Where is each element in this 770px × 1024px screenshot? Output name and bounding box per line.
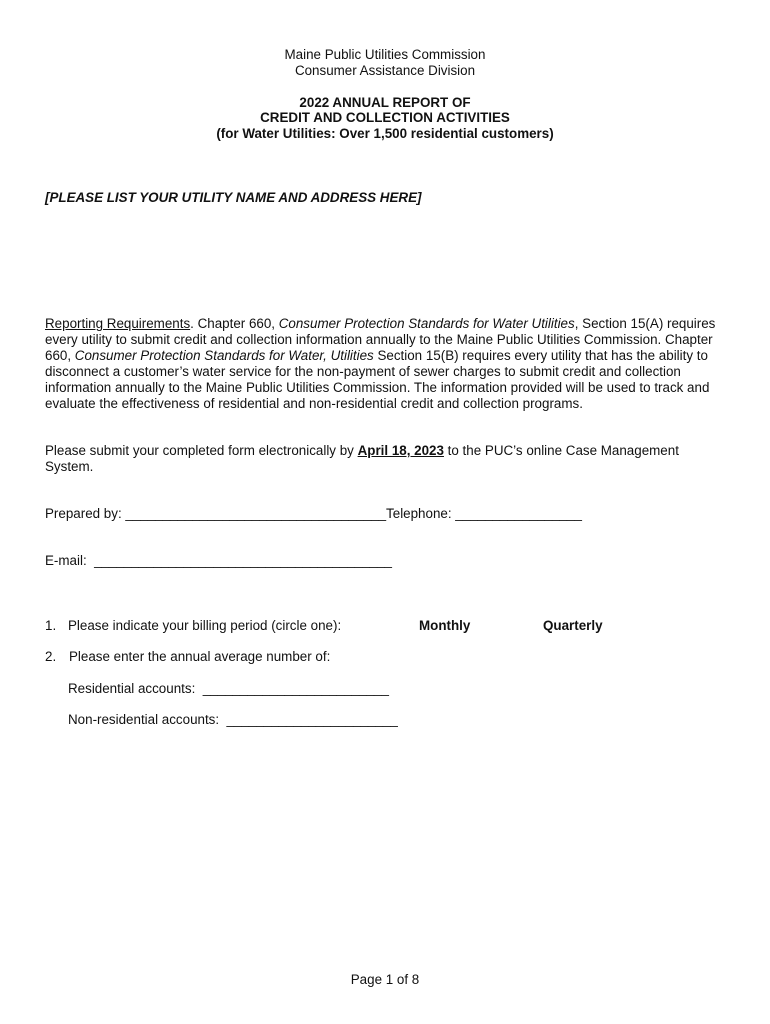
email-field[interactable]: ________________________________________ — [94, 553, 392, 568]
nonresidential-label: Non-residential accounts: — [68, 712, 227, 727]
nonresidential-row — [68, 712, 398, 727]
submit-before: Please submit your completed form electronically by — [45, 443, 358, 458]
report-subtitle: CREDIT AND COLLECTION ACTIVITIES — [260, 110, 510, 125]
reporting-chapter-title-1: Consumer Protection Standards for Water Utilities — [278, 316, 575, 331]
header-org: Maine Public Utilities Commission — [284, 47, 486, 62]
submit-after: to the PUC’s online Case Management System. — [45, 443, 679, 474]
prepared-by-label: Prepared by: — [45, 506, 126, 521]
submit-date: April 18, 2023 — [357, 443, 444, 458]
reporting-heading: Reporting Requirements — [45, 316, 191, 331]
question-1-number: 1. — [45, 618, 57, 633]
report-title: 2022 ANNUAL REPORT OF — [299, 95, 471, 110]
header-division: Consumer Assistance Division — [294, 63, 476, 78]
email-row — [45, 553, 392, 568]
reporting-text-3: Section 15(B) requires every utility that has the ability to disconnect a customer’s water service for the non-payment of sewer charges to submit credit and collection information annually to the Maine Public Utilities Commission. The information provided will be used to track and evaluate the effectiveness of residential and non-residential credit and collection programs. — [45, 348, 710, 411]
reporting-text-1: . Chapter 660, — [190, 316, 279, 331]
billing-option-monthly[interactable]: Monthly — [419, 618, 471, 633]
page-number: Page 1 of 8 — [350, 972, 420, 987]
prepared-by-field[interactable]: ___________________________________ — [125, 506, 387, 521]
email-label: E-mail: — [45, 553, 95, 568]
submit-paragraph — [45, 443, 725, 475]
reporting-chapter-title-2: Consumer Protection Standards for Water, Utilities — [74, 348, 374, 363]
telephone-field[interactable]: _________________ — [455, 506, 582, 521]
residential-label: Residential accounts: — [68, 681, 203, 696]
question-2-text: Please enter the annual average number of: — [69, 649, 331, 664]
report-scope: (for Water Utilities: Over 1,500 residential customers) — [216, 126, 554, 141]
nonresidential-field[interactable]: _______________________ — [226, 712, 398, 727]
utility-placeholder: [PLEASE LIST YOUR UTILITY NAME AND ADDRESS HERE] — [45, 190, 422, 205]
reporting-text-2: , Section 15(A) requires every utility to submit credit and collection information annually to the Maine Public Utilities Commission. Chapter 660, — [45, 316, 716, 363]
question-2-number: 2. — [45, 649, 57, 664]
prepared-by-row — [45, 506, 582, 521]
billing-option-quarterly[interactable]: Quarterly — [543, 618, 603, 633]
question-1-text: Please indicate your billing period (circle one): — [68, 618, 342, 633]
residential-field[interactable]: _________________________ — [202, 681, 389, 696]
reporting-paragraph — [45, 316, 725, 412]
telephone-label: Telephone: — [386, 506, 456, 521]
residential-row — [68, 681, 389, 696]
